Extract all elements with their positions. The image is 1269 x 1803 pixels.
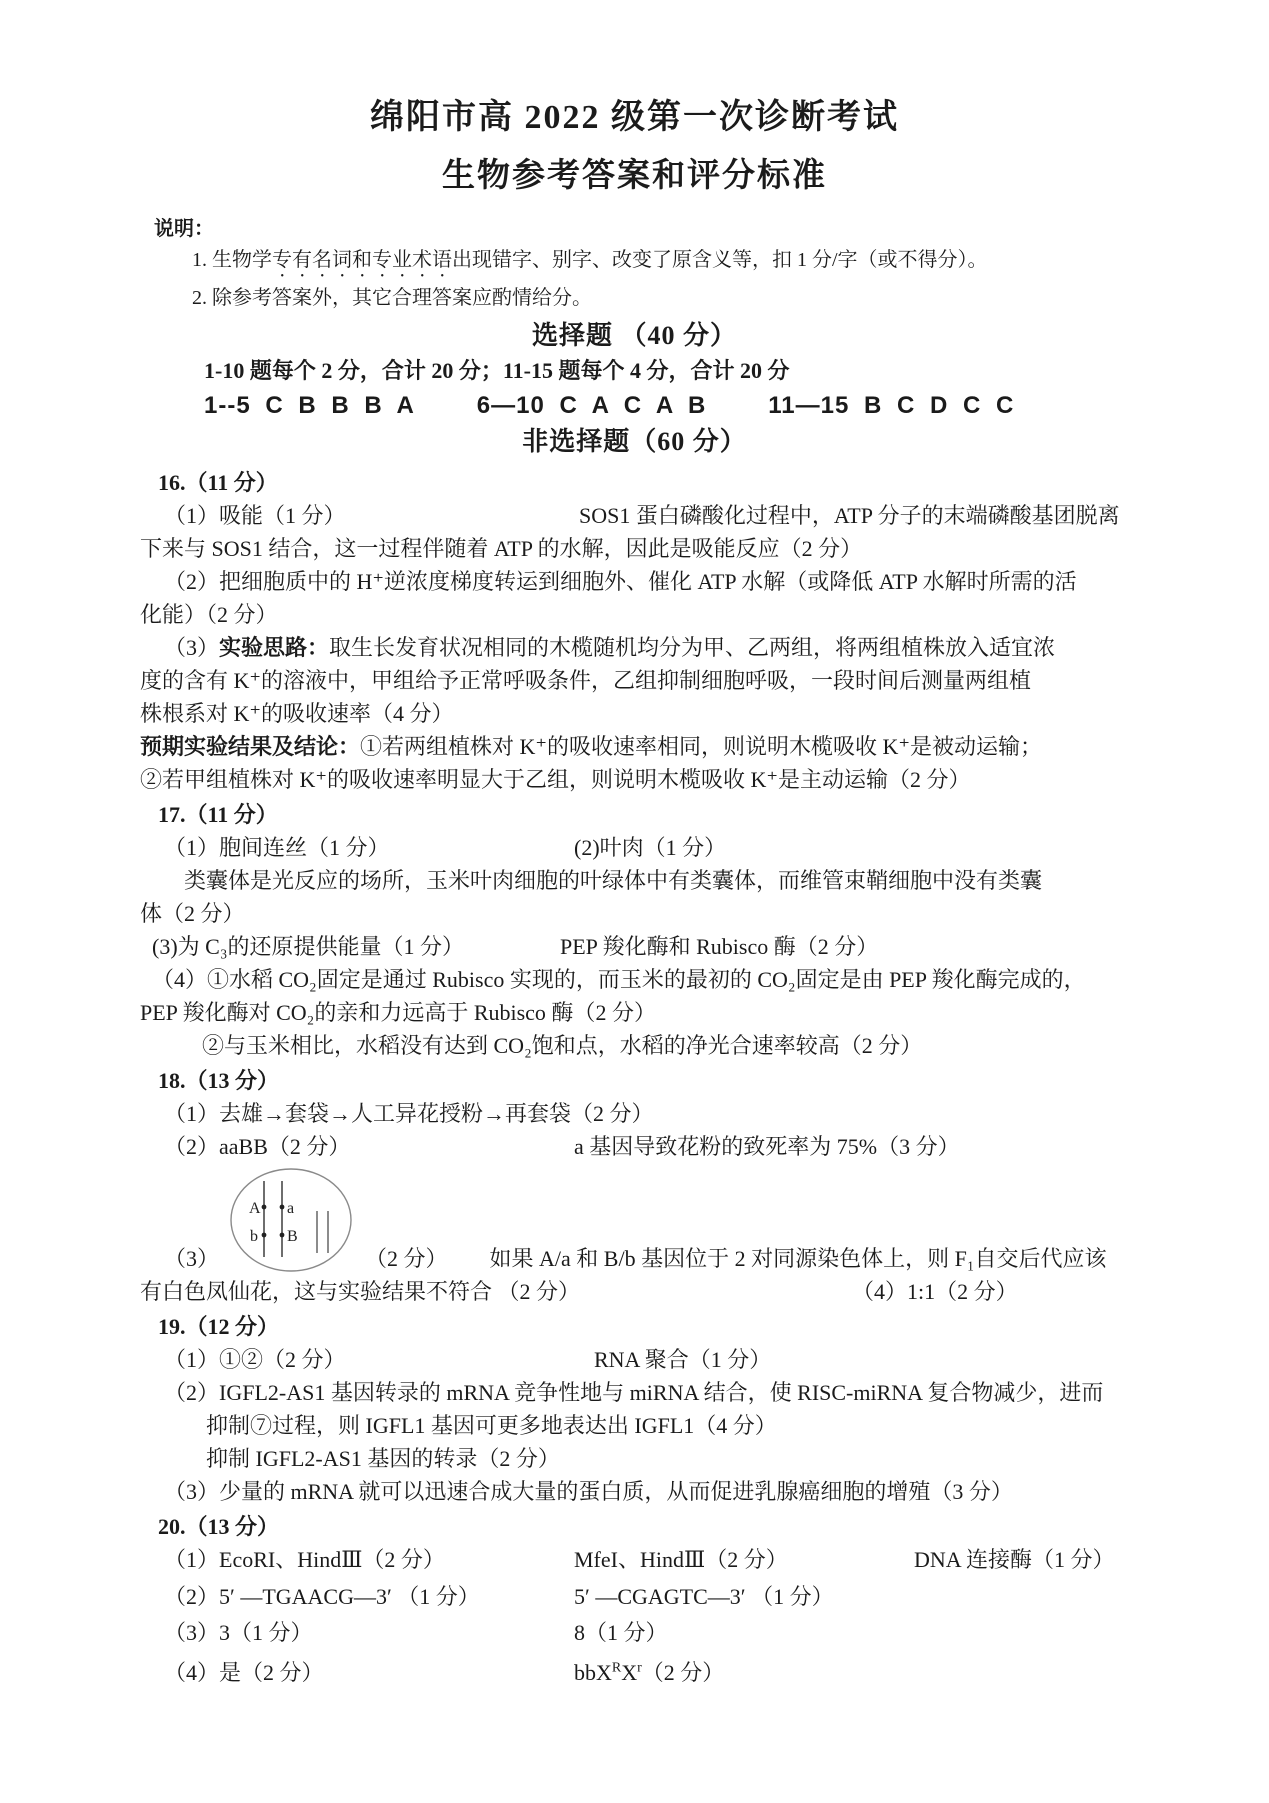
q16-answer-line-9: ②若甲组植株对 K⁺的吸收速率明显大于乙组，则说明木榄吸收 K⁺是主动运输（2 分） [140,767,971,792]
answer-text: (2)叶肉（1 分） [574,835,727,860]
gene-dot [280,1233,285,1238]
chromosome-cell-diagram [229,1167,355,1273]
q17-answer-line-7: ②与玉米相比，水稻没有达到 CO₂饱和点，水稻的净光合速率较高（2 分） [202,1033,923,1058]
gene-label-a: a [287,1200,295,1217]
q16-answer-line-2: 下来与 SOS1 结合，这一过程伴随着 ATP 的水解，因此是吸能反应（2 分） [140,536,863,561]
q20-answer-line-1 [140,1543,1179,1576]
q19-answer-line-3: 抑制⑦过程，则 IGFL1 基因可更多地表达出 IGFL1（4 分） [206,1413,777,1438]
note-text: 1. 生物学 [192,249,272,271]
q20-answer-line-4 [140,1656,1179,1689]
genotype-base: bbX [574,1660,612,1685]
note-item-2: 2. 除参考答案外，其它合理答案应酌情给分。 [192,287,592,309]
q20-answer-line-2 [140,1580,1179,1613]
note-text: 出现错字、别字、改变了原含义等，扣 1 分/字（或不得分）。 [452,249,988,271]
answer-text: （1）吸能（1 分） [164,503,346,528]
question-16-number: 16.（11 分） [158,470,278,495]
q20-answer-line-3 [140,1616,1179,1649]
q17-answer-line-3: 体（2 分） [140,901,245,926]
q19-answer-line-2: （2）IGFL2-AS1 基因转录的 mRNA 竞争性地与 miRNA 结合，使 RISC-miRNA 复合物减少，进而 [164,1380,1104,1405]
q16-answer-line-7: 株根系对 K⁺的吸收速率（4 分） [140,701,454,726]
q16-answer-line-8 [140,730,1179,763]
answer-text: 8（1 分） [574,1620,668,1645]
question-17-number: 17.（11 分） [158,802,278,827]
answer-text: 有白色凤仙花，这与实验结果不符合 （2 分） [140,1279,581,1304]
answers-6-10: 6—10 C A C A B [476,392,707,419]
answer-text-bold: 预期实验结果及结论： [140,734,361,759]
answer-text: SOS1 蛋白磷酸化过程中，ATP 分子的末端磷酸基团脱离 [579,503,1120,528]
notes-label: 说明： [154,218,214,240]
answer-text-bold: 实验思路： [219,635,330,660]
gene-label-A: A [249,1200,261,1217]
answer-text: a 基因导致花粉的致死率为 75%（3 分） [574,1134,960,1159]
question-19-number: 19.（12 分） [158,1314,280,1339]
answer-text: RNA 聚合（1 分） [594,1347,772,1372]
q19-answer-line-5: （3）少量的 mRNA 就可以迅速合成大量的蛋白质，从而促进乳腺癌细胞的增殖（3 分） [164,1479,1013,1504]
note-item-1 [140,244,1179,282]
q17-answer-line-5: （4）①水稻 CO₂固定是通过 Rubisco 实现的，而玉米的最初的 CO₂固定是由 PEP 羧化酶完成的， [152,967,1086,992]
q18-answer-line-3 [140,1163,1179,1275]
answer-score: （2 分） [641,1660,725,1685]
answer-text: 如果 A/a 和 B/b 基因位于 2 对同源染色体上，则 F₁自交后代应该 [489,1246,1107,1271]
q17-answer-line-4 [140,930,1179,963]
question-20-number: 20.（13 分） [158,1514,280,1539]
mcq-scoring-rule: 1-10 题每个 2 分，合计 20 分；11-15 题每个 4 分，合计 20 分 [204,358,790,383]
mcq-answers-line [140,388,1179,424]
note-emphasized-text: 专有名词和专业术语 [272,249,452,271]
gene-label-b: b [250,1228,259,1245]
answer-text: （4）是（2 分） [164,1660,324,1685]
answer-text: （3）3（1 分） [164,1620,313,1645]
answer-text: （2）5′ —TGAACG—3′ （1 分） [164,1584,480,1609]
genotype-base: X [621,1660,638,1685]
answers-11-15: 11—15 B C D C C [768,392,1015,419]
genotype-answer [574,1656,724,1689]
q17-answer-line-2: 类囊体是光反应的场所，玉米叶肉细胞的叶绿体中有类囊体，而维管束鞘细胞中没有类囊 [184,868,1043,893]
gene-dot [280,1205,285,1210]
q18-answer-line-4 [140,1275,1179,1308]
q17-answer-line-6: PEP 羧化酶对 CO₂的亲和力远高于 Rubisco 酶（2 分） [140,1000,656,1025]
answer-text: （1）胞间连丝（1 分） [164,835,390,860]
answer-text: MfeI、HindⅢ（2 分） [574,1547,788,1572]
q16-answer-line-4: 化能）（2 分） [140,602,278,627]
answer-text: （3） [164,635,220,660]
answer-score: （2 分） [365,1246,448,1271]
answer-text: DNA 连接酶（1 分） [914,1547,1115,1572]
answer-text: （1）EcoRI、HindⅢ（2 分） [164,1547,445,1572]
q16-answer-line-6: 度的含有 K⁺的溶液中，甲组给予正常呼吸条件，乙组抑制细胞呼吸，一段时间后测量两组植 [140,668,1032,693]
question-18-number: 18.（13 分） [158,1068,280,1093]
answer-text: PEP 羧化酶和 Rubisco 酶（2 分） [560,934,879,959]
gene-dot [262,1205,267,1210]
q16-answer-line-5 [140,631,1179,664]
q18-answer-line-2 [140,1130,1179,1163]
cell-circle [231,1169,351,1271]
q19-answer-line-1 [140,1343,1179,1376]
genotype-superscript: r [637,1660,642,1676]
q16-answer-line-1 [140,499,1179,532]
answer-text: ①若两组植株对 K⁺的吸收速率相同，则说明木榄吸收 K⁺是被动运输； [360,734,1043,759]
answers-1-5: 1--5 C B B B A [204,392,415,419]
q18-answer-line-1: （1）去雄→套袋→人工异花授粉→再套袋（2 分） [164,1101,654,1126]
q17-answer-line-1 [140,831,1179,864]
section-heading-frq: 非选择题（60 分） [522,427,747,456]
gene-label-B: B [287,1228,298,1245]
answer-text: （3） [164,1246,220,1271]
answer-text: （4）1:1（2 分） [852,1279,1018,1304]
q16-answer-line-3: （2）把细胞质中的 H⁺逆浓度梯度转运到细胞外、催化 ATP 水解（或降低 ATP 水解时所需的活 [164,569,1077,594]
answer-text: (3)为 C₃的还原提供能量（1 分） [152,934,464,959]
doc-title: 绵阳市高 2022 级第一次诊断考试 [370,99,899,136]
doc-subtitle: 生物参考答案和评分标准 [442,158,827,194]
q19-answer-line-4: 抑制 IGFL2-AS1 基因的转录（2 分） [206,1446,560,1471]
genotype-superscript: R [611,1660,622,1676]
section-heading-mcq: 选择题 （40 分） [531,321,737,350]
answer-text: （1）①②（2 分） [164,1347,346,1372]
answer-text: 5′ —CGAGTC—3′ （1 分） [574,1584,834,1609]
gene-dot [262,1233,267,1238]
answer-text: 取生长发育状况相同的木榄随机均分为甲、乙两组，将两组植株放入适宜浓 [329,635,1056,660]
answer-text: （2）aaBB（2 分） [164,1134,351,1159]
